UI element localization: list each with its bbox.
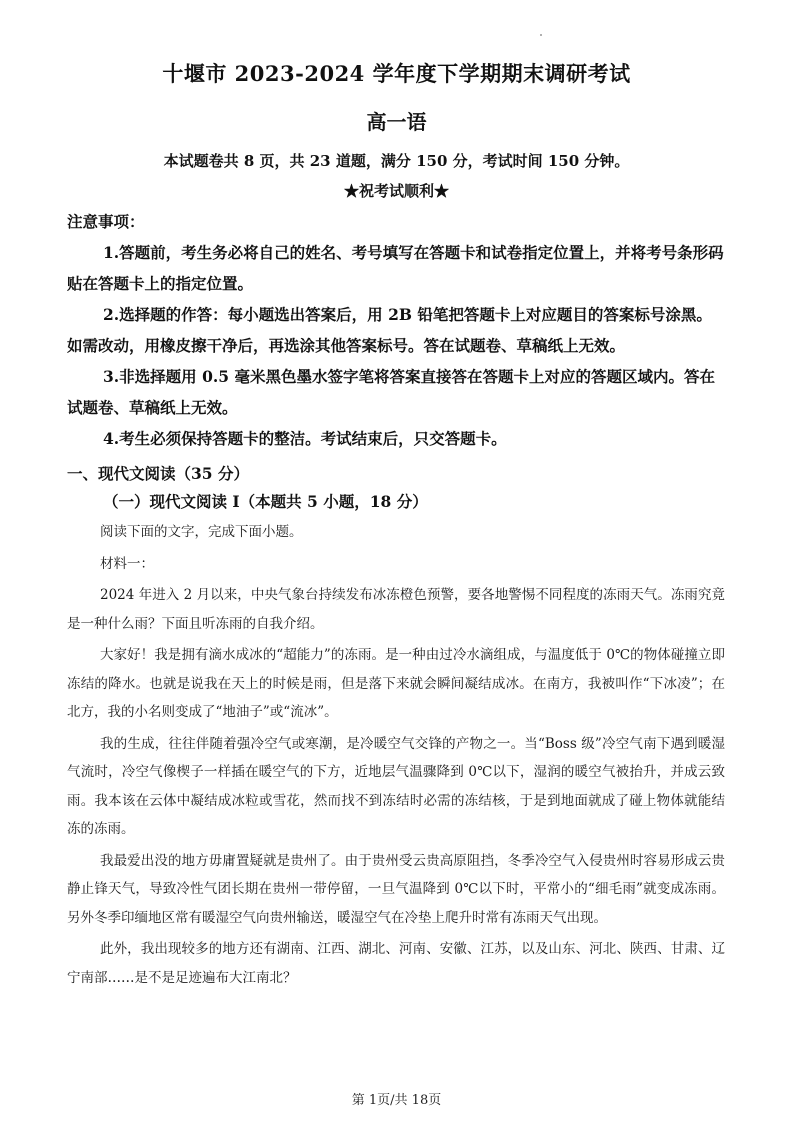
- material-label: 材料一：: [100, 555, 154, 572]
- page-number: 第 1页/共 18页: [351, 1093, 442, 1108]
- section-heading: 一、现代文阅读（35 分）: [67, 464, 249, 483]
- exam-subject: 高一语: [366, 110, 427, 134]
- note-item: 1.答题前，考生务必将自己的姓名、考号填写在答题卡和试卷指定位置上，并将考号条形码贴在答题卡上的指定位置。: [67, 243, 724, 293]
- notes-heading: 注意事项：: [67, 212, 145, 231]
- section-header: [67, 460, 727, 516]
- passage: [67, 518, 725, 995]
- exam-info: 本试题卷共 8 页，共 23 道题，满分 150 分，考试时间 150 分钟。: [163, 152, 630, 170]
- note-item: 2.选择题的作答：每小题选出答案后，用 2B 铅笔把答题卡上对应题目的答案标号涂黑。如需改动，用橡皮擦干净后，再选涂其他答案标号。答在试题卷、草稿纸上无效。: [67, 305, 712, 355]
- passage-paragraph: 我的生成，往往伴随着强冷空气或寒潮，是冷暖空气交锋的产物之一。当“Boss 级”冷空气南下遇到暖湿气流时，冷空气像楔子一样插在暖空气的下方，近地层气温骤降到 0℃以下，湿润的暖空气被抬升，并成云致雨。我本该在云体中凝结成冰粒或雪花，然而找不到冻结时必需的冻结核，于是到地面就成了碰上物体就能结冻的冻雨。: [67, 735, 725, 837]
- notes-section: [67, 206, 727, 454]
- passage-paragraph: 我最爱出没的地方毋庸置疑就是贵州了。由于贵州受云贵高原阻挡，冬季冷空气入侵贵州时容易形成云贵静止锋天气，导致冷性气团长期在贵州一带停留，一旦气温降到 0℃以下时，平常小的“细毛雨”就变成冻雨。另外冬季印缅地区常有暖湿空气向贵州输送，暖湿空气在冷垫上爬升时常有冻雨天气出现。: [67, 852, 725, 926]
- note-item: 4.考生必须保持答题卡的整洁。考试结束后，只交答题卡。: [103, 429, 507, 448]
- section-sub-heading: （一）现代文阅读 I（本题共 5 小题，18 分）: [103, 492, 428, 511]
- passage-paragraph: 大家好！我是拥有滴水成冰的“超能力”的冻雨。是一种由过冷水滴组成，与温度低于 0℃的物体碰撞立即冻结的降水。也就是说我在天上的时候是雨，但是落下来就会瞬间凝结成冰。在南方，我被叫作“下冰凌”；在北方，我的小名则变成了“地油子”或“流冰”。: [67, 647, 725, 720]
- scan-speck: [540, 34, 542, 36]
- note-item: 3.非选择题用 0.5 毫米黑色墨水签字笔将答案直接答在答题卡上对应的答题区域内。答在试题卷、草稿纸上无效。: [67, 367, 715, 417]
- passage-instruction: 阅读下面的文字，完成下面小题。: [100, 524, 303, 540]
- exam-wish: ★祝考试顺利★: [343, 182, 449, 200]
- passage-paragraph: 2024 年进入 2 月以来，中央气象台持续发布冰冻橙色预警，要各地警惕不同程度的冻雨天气。冻雨究竟是一种什么雨？下面且听冻雨的自我介绍。: [67, 587, 725, 632]
- exam-title: 十堰市 2023-2024 学年度下学期期末调研考试: [162, 61, 631, 86]
- passage-paragraph: 此外，我出现较多的地方还有湖南、江西、湖北、河南、安徽、江苏，以及山东、河北、陕西、甘肃、辽宁南部……是不是足迹遍布大江南北？: [67, 941, 725, 986]
